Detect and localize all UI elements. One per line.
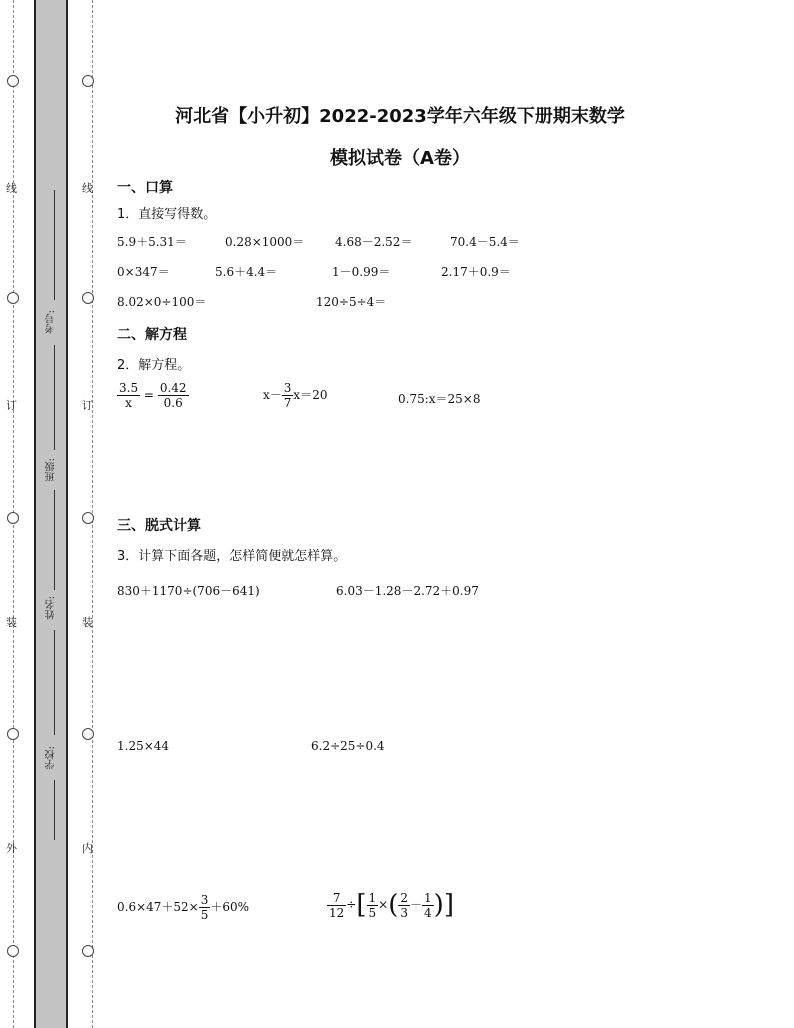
school-label: 学校:: [46, 746, 57, 770]
section-heading-3: 三、脱式计算: [117, 518, 201, 534]
exam-number-label: 考号:: [46, 310, 57, 334]
oral-item: 0×347＝: [117, 265, 170, 279]
punch-hole-icon: [82, 945, 94, 957]
oral-item: 4.68－2.52＝: [335, 235, 413, 249]
margin-char-wai: 外: [6, 842, 17, 855]
punch-hole-icon: [82, 75, 94, 87]
calc-problem: 6.2÷25÷0.4: [311, 739, 385, 753]
page-title: 河北省【小升初】2022-2023学年六年级下册期末数学: [175, 106, 625, 127]
margin-char-xian: 线: [6, 182, 17, 195]
class-label: 班级:: [46, 458, 57, 482]
name-label: 姓名:: [46, 596, 57, 620]
punch-hole-icon: [7, 728, 19, 740]
question-3: 3．计算下面各题，怎样简便就怎样算。: [117, 549, 347, 564]
section-heading-2: 二、解方程: [117, 327, 187, 343]
oral-item: 8.02×0÷100＝: [117, 295, 207, 309]
margin-char-zhuang: 装: [6, 616, 17, 629]
calc-problem: 830＋1170÷(706－641): [117, 584, 260, 598]
equation-2: x－ $\frac{3}{7}$ x＝20: [263, 381, 328, 410]
field-underline: [54, 780, 55, 840]
calc-problem: 6.03－1.28－2.72＋0.97: [336, 584, 479, 598]
binding-band: [34, 0, 68, 1028]
field-underline: [54, 630, 55, 735]
equation-1: $\frac{3.5}{x}$ = $\frac{0.42}{0.6}$: [119, 381, 187, 410]
field-underline: [54, 490, 55, 590]
question-2: 2．解方程。: [117, 358, 191, 373]
punch-hole-icon: [7, 945, 19, 957]
oral-item: 1－0.99＝: [332, 265, 391, 279]
oral-item: 5.6＋4.4＝: [215, 265, 278, 279]
section-heading-1: 一、口算: [117, 180, 173, 196]
oral-item: 120÷5÷4＝: [316, 295, 387, 309]
calc-problem: $\frac{7}{12}$ ÷[ $\frac{1}{5}$ ×( $\frac{2}{3}$ － $\frac{1}{4}$ )]: [329, 890, 454, 920]
margin-char-ding-inner: 订: [82, 399, 93, 412]
oral-item: 5.9＋5.31＝: [117, 235, 187, 249]
field-underline: [54, 190, 55, 300]
punch-hole-icon: [7, 292, 19, 304]
calc-problem: 1.25×44: [117, 739, 170, 753]
equation-3: 0.75:x＝25×8: [398, 392, 481, 406]
oral-item: 70.4－5.4＝: [450, 235, 520, 249]
calc-problem: 0.6×47＋52× $\frac{3}{5}$ ＋60%: [117, 893, 250, 922]
page-subtitle: 模拟试卷（A卷）: [330, 148, 470, 169]
punch-hole-icon: [7, 512, 19, 524]
field-underline: [54, 345, 55, 450]
punch-hole-icon: [82, 728, 94, 740]
margin-char-nei: 内: [82, 842, 93, 855]
margin-char-ding: 订: [6, 399, 17, 412]
margin-char-xian-inner: 线: [82, 182, 93, 195]
punch-hole-icon: [7, 75, 19, 87]
punch-hole-icon: [82, 512, 94, 524]
oral-item: 0.28×1000＝: [225, 235, 305, 249]
margin-char-zhuang-inner: 装: [82, 616, 93, 629]
oral-item: 2.17＋0.9＝: [441, 265, 511, 279]
punch-hole-icon: [82, 292, 94, 304]
question-1: 1．直接写得数。: [117, 207, 217, 222]
